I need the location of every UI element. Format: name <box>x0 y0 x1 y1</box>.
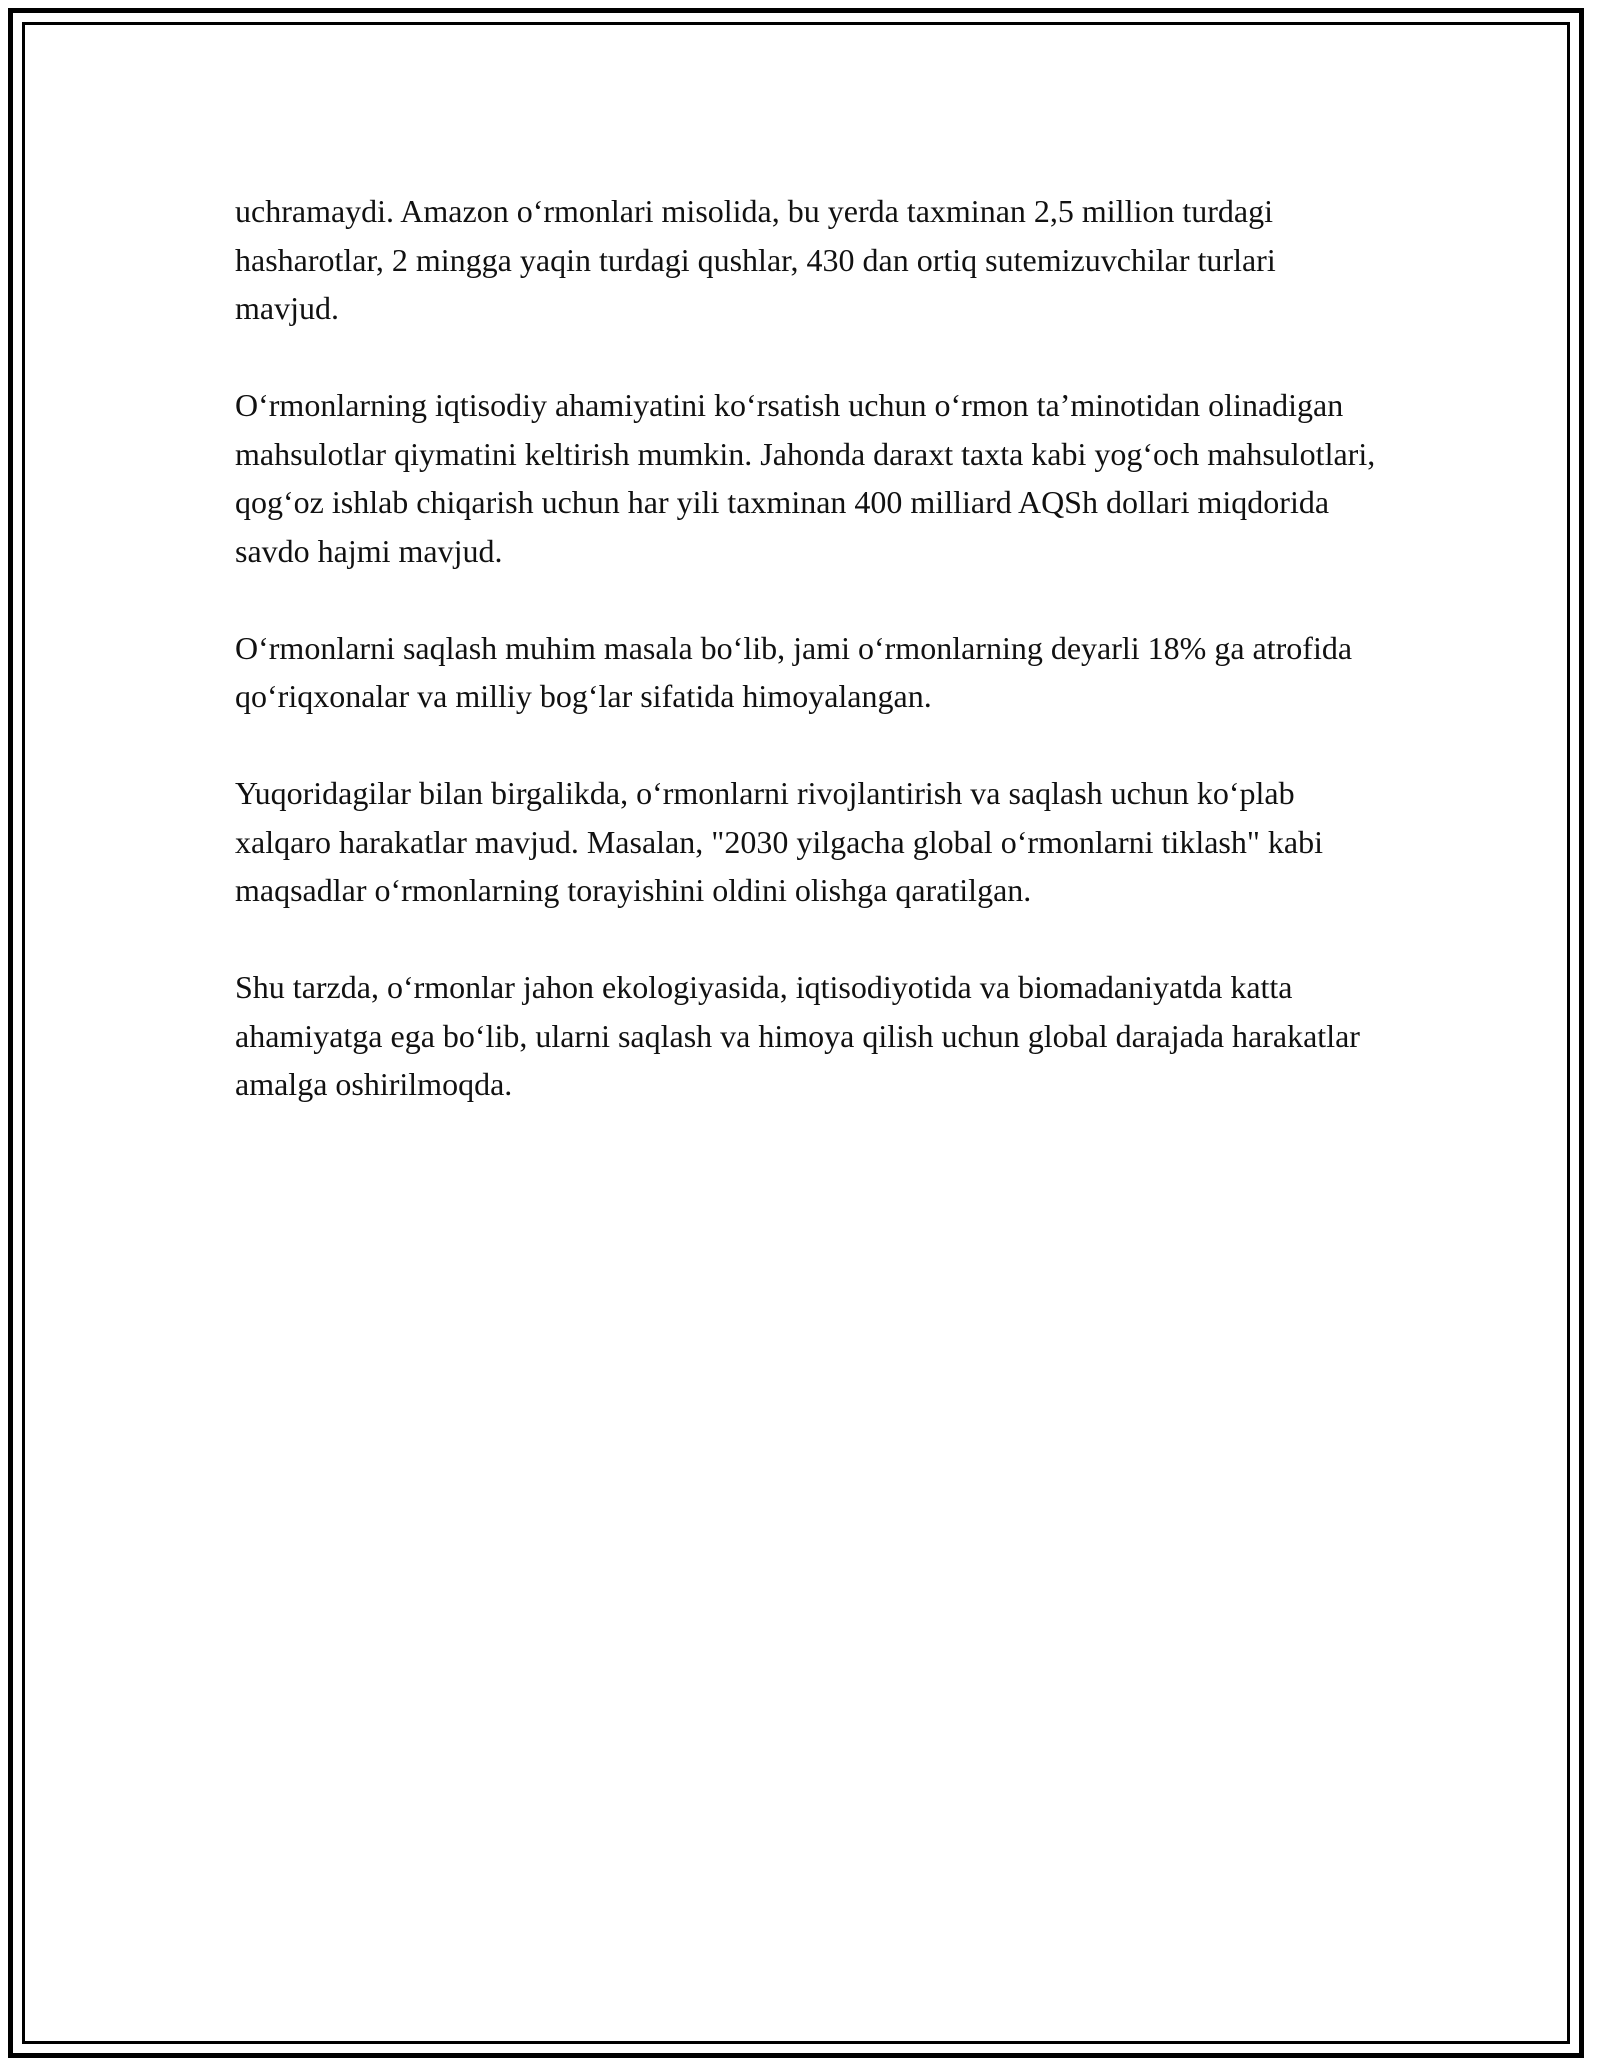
paragraph-economic-value: O‘rmonlarning iqtisodiy ahamiyatini ko‘rsatish uchun o‘rmon ta’minotidan olinadigan mahsulotlar qiymatini keltirish mumkin. Jahonda daraxt taxta kabi yog‘och mahsulotlari, qog‘oz ishlab chiqarish uchun har yili taxminan 400 milliard AQSh dollari miqdorida savdo hajmi mavjud. <box>235 387 1376 569</box>
paragraph-biodiversity: uchramaydi. Amazon o‘rmonlari misolida, bu yerda taxminan 2,5 million turdagi hasharotlar, 2 mingga yaqin turdagi qushlar, 430 dan ortiq sutemizuvchilar turlari mavjud. <box>235 193 1276 326</box>
paragraph-international-efforts: Yuqoridagilar bilan birgalikda, o‘rmonlarni rivojlantirish va saqlash uchun ko‘plab xalqaro harakatlar mavjud. Masalan, "2030 yilgacha global o‘rmonlarni tiklash" kabi maqsadlar o‘rmonlarning torayishini oldini olishga qaratilgan. <box>235 775 1324 908</box>
paragraph-conclusion: Shu tarzda, o‘rmonlar jahon ekologiyasida, iqtisodiyotida va biomadaniyatda katta ahamiyatga ega bo‘lib, ularni saqlash va himoya qilish uchun global darajada harakatlar amalga oshirilmoqda. <box>235 969 1360 1102</box>
paragraph-protection: O‘rmonlarni saqlash muhim masala bo‘lib, jami o‘rmonlarning deyarli 18% ga atrofida qo‘riqxonalar va milliy bog‘lar sifatida himoyalangan. <box>235 629 1353 714</box>
document-body <box>235 187 1385 1157</box>
